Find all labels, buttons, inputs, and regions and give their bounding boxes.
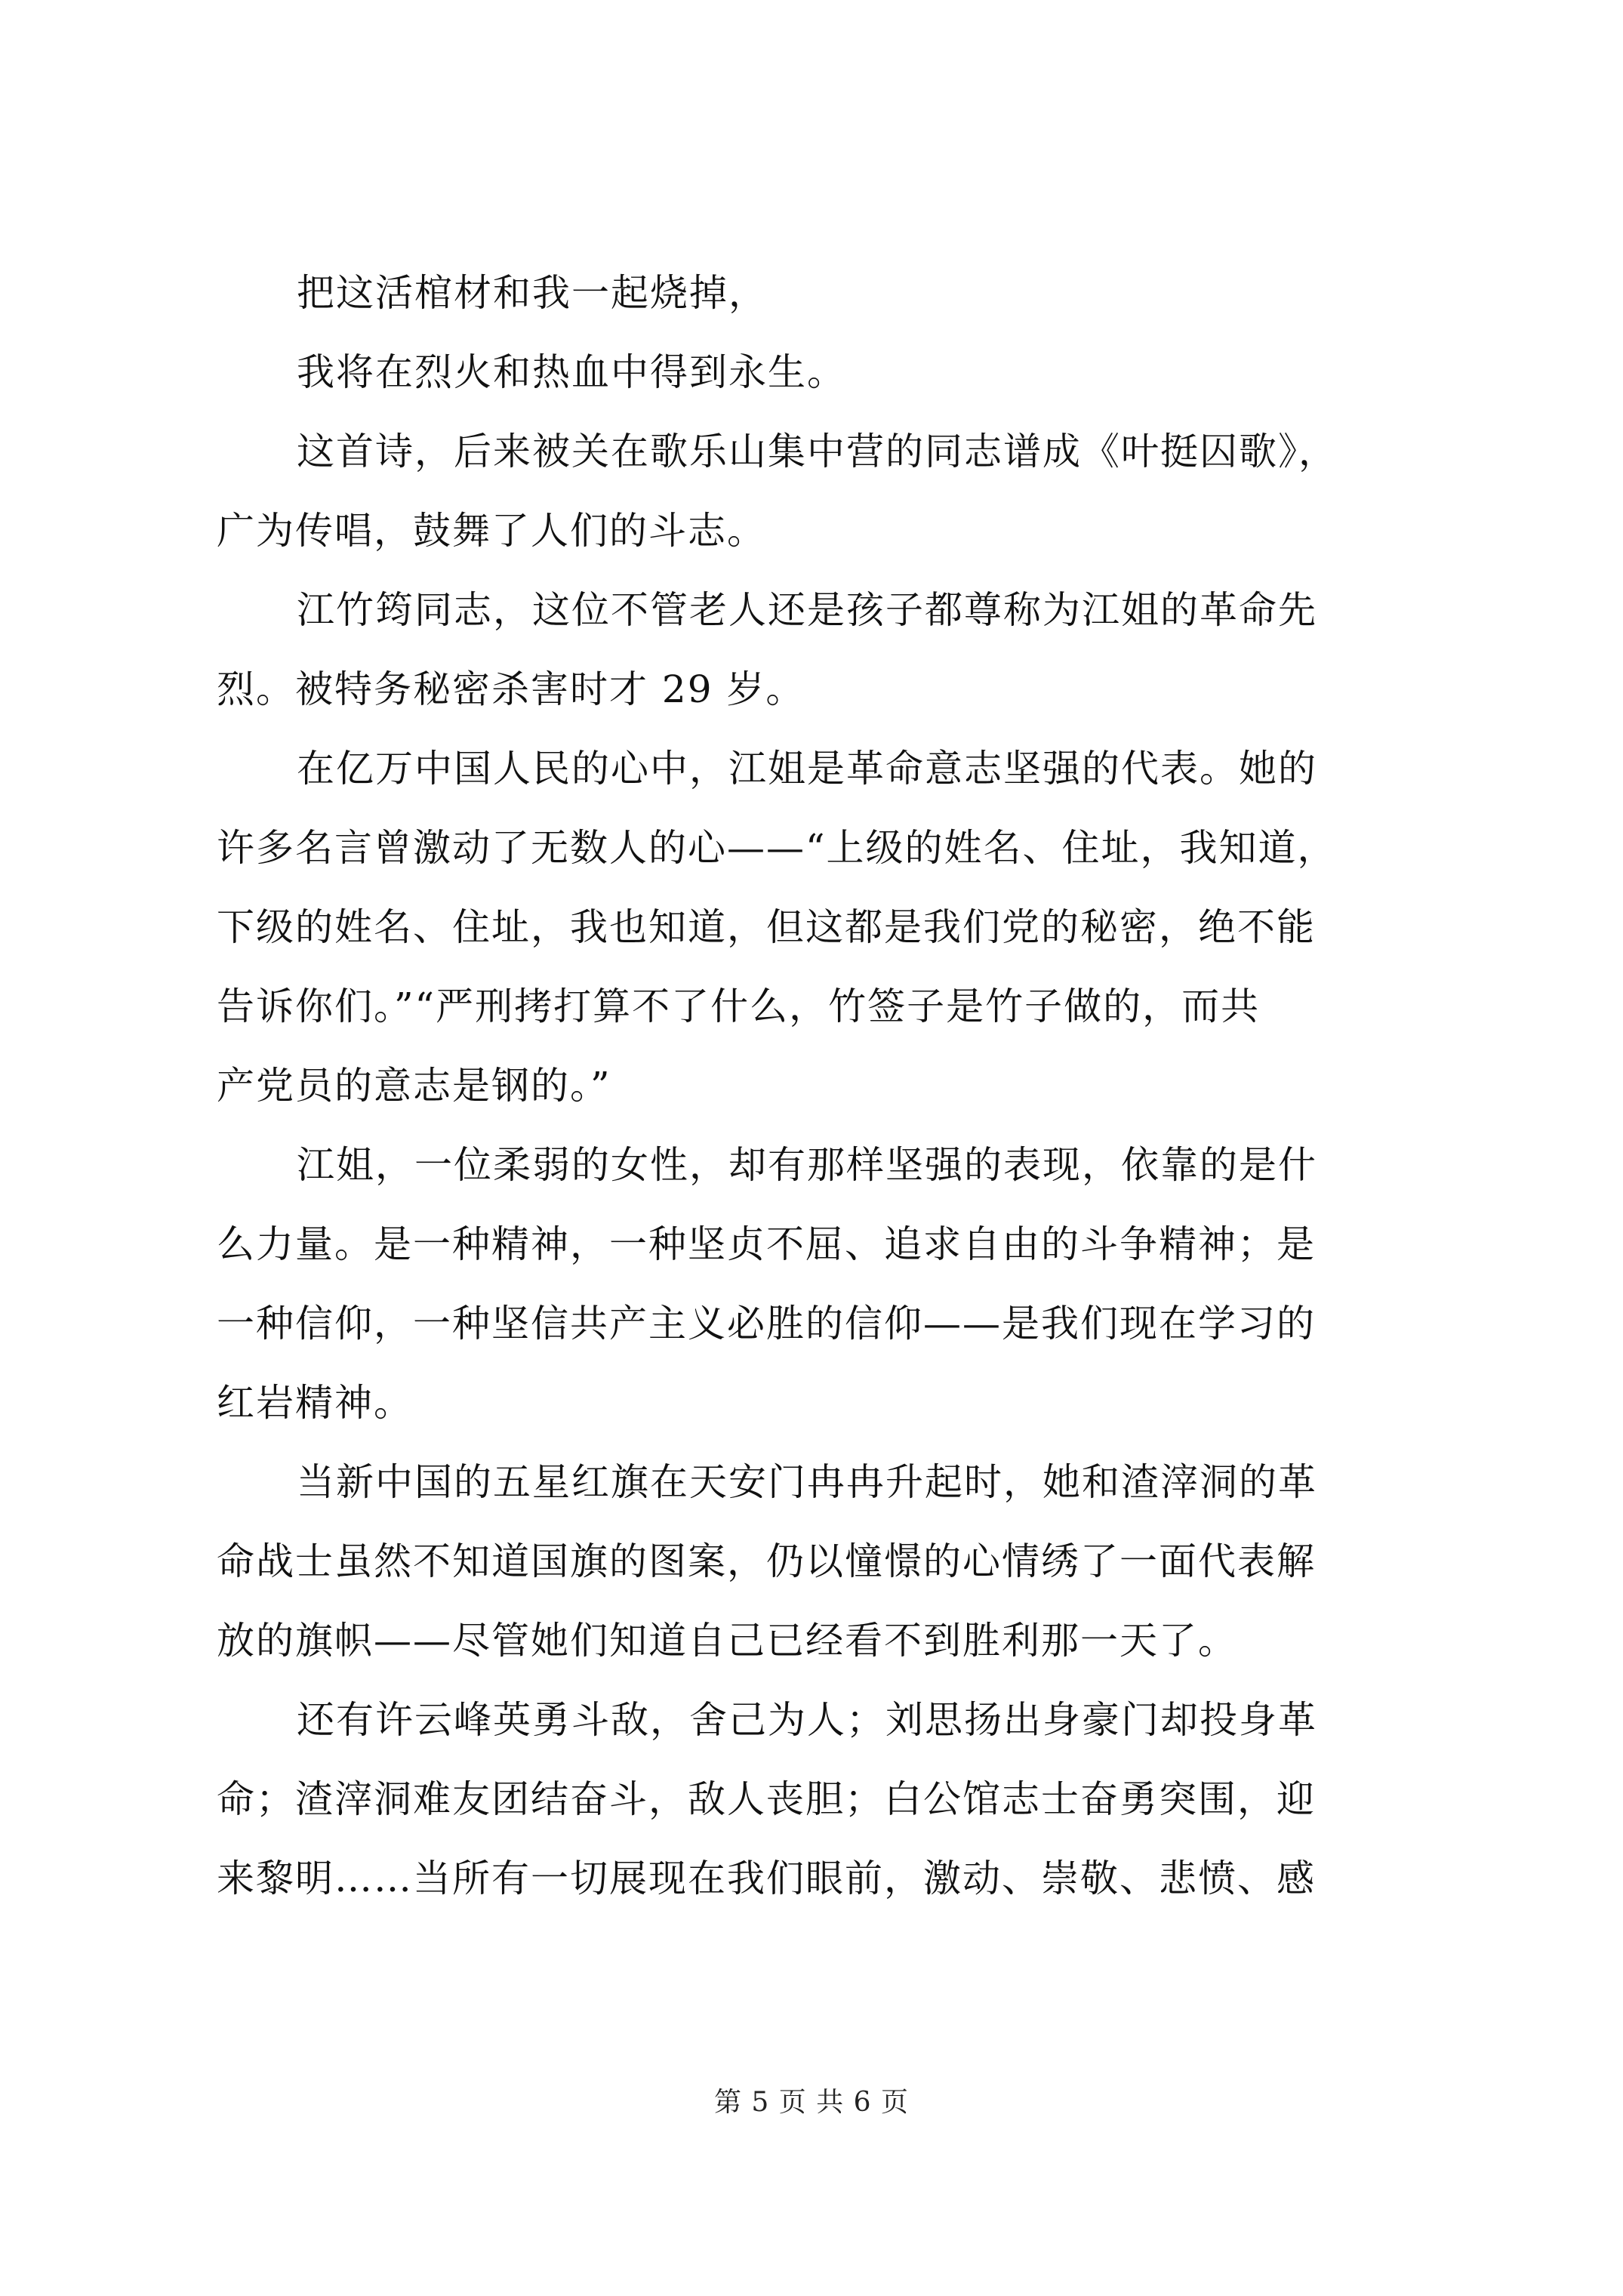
text-line: 我将在烈火和热血中得到永生。 bbox=[297, 350, 846, 394]
text-line: 一种信仰，一种坚信共产主义必胜的信仰——是我们现在学习的 bbox=[217, 1302, 1316, 1345]
body-text bbox=[217, 254, 1424, 1918]
text-line: 产党员的意志是钢的。” bbox=[217, 1064, 611, 1108]
text-line: 江竹筠同志，这位不管老人还是孩子都尊称为江姐的革命先 bbox=[297, 588, 1317, 632]
text-line: 还有许云峰英勇斗敌，舍己为人；刘思扬出身豪门却投身革 bbox=[297, 1698, 1317, 1742]
text-line: 告诉你们。”“严刑拷打算不了什么，竹签子是竹子做的，而共 bbox=[217, 985, 1261, 1028]
text-line: 许多名言曾激动了无数人的心——“上级的姓名、住址，我知道， bbox=[217, 826, 1337, 870]
text-line: 么力量。是一种精神，一种坚贞不屈、追求自由的斗争精神；是 bbox=[217, 1222, 1316, 1266]
text-line: 红岩精神。 bbox=[217, 1381, 413, 1425]
page-number-footer: 第 5 页 共 6 页 bbox=[713, 2087, 910, 2118]
text-line: 命战士虽然不知道国旗的图案，仍以憧憬的心情绣了一面代表解 bbox=[217, 1539, 1316, 1583]
text-line: 当新中国的五星红旗在天安门冉冉升起时，她和渣滓洞的革 bbox=[297, 1460, 1317, 1504]
text-line: 命；渣滓洞难友团结奋斗，敌人丧胆；白公馆志士奋勇突围，迎 bbox=[217, 1777, 1316, 1821]
text-line: 烈。被特务秘密杀害时才 29 岁。 bbox=[217, 667, 805, 711]
text-line: 广为传唱，鼓舞了人们的斗志。 bbox=[217, 509, 766, 553]
text-line: 这首诗，后来被关在歌乐山集中营的同志谱成《叶挺囚歌》， bbox=[297, 430, 1338, 473]
text-line: 放的旗帜——尽管她们知道自己已经看不到胜利那一天了。 bbox=[217, 1619, 1237, 1663]
text-line: 在亿万中国人民的心中，江姐是革命意志坚强的代表。她的 bbox=[297, 747, 1317, 791]
text-line: 江姐，一位柔弱的女性，却有那样坚强的表现，依靠的是什 bbox=[297, 1143, 1317, 1187]
text-line: 下级的姓名、住址，我也知道，但这都是我们党的秘密，绝不能 bbox=[217, 905, 1316, 949]
text-line: 把这活棺材和我一起烧掉， bbox=[297, 271, 768, 315]
text-line: 来黎明……当所有一切展现在我们眼前，激动、崇敬、悲愤、感 bbox=[217, 1857, 1316, 1900]
